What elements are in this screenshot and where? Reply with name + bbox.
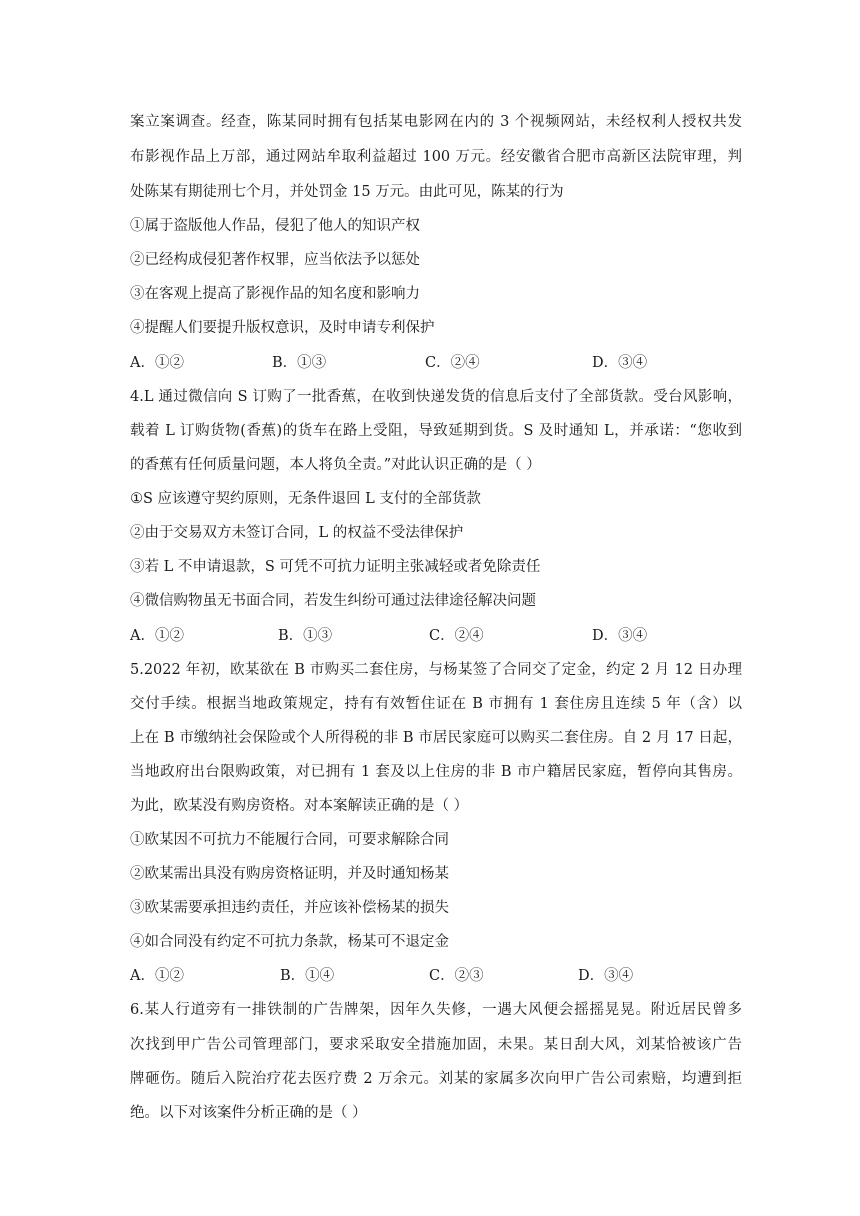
q5-statement: ②欧某需出具没有购房资格证明，并及时通知杨某	[130, 866, 449, 882]
q3-text-line: 案立案调查。经查，陈某同时拥有包括某电影网在内的 3 个视频网站，未经权利人授权共发	[130, 114, 742, 130]
q4-option-d: D．③④	[592, 628, 648, 644]
q5-text-line: 为此，欧某没有购房资格。对本案解读正确的是（ ）	[130, 798, 469, 814]
q3-statement: ①属于盗版他人作品，侵犯了他人的知识产权	[130, 218, 420, 234]
q5-statement: ④如合同没有约定不可抗力条款，杨某可不退定金	[130, 934, 449, 950]
q3-option-d: D．③④	[592, 355, 648, 371]
q3-statement: ②已经构成侵犯著作权罪，应当依法予以惩处	[130, 252, 420, 268]
q3-option-a: A．①②	[130, 355, 184, 371]
q6-text-line: 6.某人行道旁有一排铁制的广告牌架，因年久失修，一遇大风便会摇摇晃晃。附近居民曾多	[130, 1002, 742, 1018]
q6-text-line: 绝。以下对该案件分析正确的是（ ）	[130, 1105, 367, 1121]
q5-text-line: 上在 B 市缴纳社会保险或个人所得税的非 B 市居民家庭可以购买二套住房。自 2 月 17 日起，	[130, 730, 742, 746]
q5-text-line: 当地政府出台限购政策，对已拥有 1 套及以上住房的非 B 市户籍居民家庭，暂停向其售房。	[130, 764, 742, 780]
q5-statement: ①欧某因不可抗力不能履行合同，可要求解除合同	[130, 832, 449, 848]
q3-option-b: B．①③	[272, 355, 327, 371]
q4-option-c: C．②④	[429, 628, 484, 644]
q4-text-line: 4.L 通过微信向 S 订购了一批香蕉，在收到快递发货的信息后支付了全部货款。受台风影响，	[130, 389, 742, 405]
q5-statement: ③欧某需要承担违约责任，并应该补偿杨某的损失	[130, 900, 449, 916]
q5-option-c: C．②③	[429, 968, 484, 984]
q4-text-line: 载着 L 订购货物(香蕉)的货车在路上受阻，导致延期到货。S 及时通知 L，并承诺：“您收到	[130, 423, 742, 439]
q3-text-line: 布影视作品上万部，通过网站牟取利益超过 100 万元。经安徽省合肥市高新区法院审理，判	[130, 149, 742, 165]
q4-statement: ④微信购物虽无书面合同，若发生纠纷可通过法律途径解决问题	[130, 593, 536, 609]
q3-text-line: 处陈某有期徒刑七个月，并处罚金 15 万元。由此可见，陈某的行为	[130, 184, 564, 200]
q4-statement: ②由于交易双方未签订合同，L 的权益不受法律保护	[130, 525, 464, 541]
q6-text-line: 牌砸伤。随后入院治疗花去医疗费 2 万余元。刘某的家属多次向甲广告公司索赔，均遭到拒	[130, 1071, 742, 1087]
q4-option-b: B．①③	[278, 628, 333, 644]
q5-text-line: 交付手续。根据当地政策规定，持有有效暂住证在 B 市拥有 1 套住房且连续 5 年（含）以	[130, 696, 742, 712]
q3-statement: ④提醒人们要提升版权意识，及时申请专利保护	[130, 320, 435, 336]
q5-option-a: A．①②	[130, 968, 184, 984]
q4-statement: ①S 应该遵守契约原则，无条件退回 L 支付的全部货款	[130, 491, 481, 507]
q3-statement: ③在客观上提高了影视作品的知名度和影响力	[130, 286, 420, 302]
q6-text-line: 次找到甲广告公司管理部门，要求采取安全措施加固，未果。某日刮大风，刘某恰被该广告	[130, 1037, 742, 1053]
q4-text-line: 的香蕉有任何质量问题，本人将负全责。”对此认识正确的是（ ）	[130, 457, 541, 473]
q4-statement: ③若 L 不申请退款，S 可凭不可抗力证明主张减轻或者免除责任	[130, 559, 541, 575]
q5-text-line: 5.2022 年初，欧某欲在 B 市购买二套住房，与杨某签了合同交了定金，约定 2 月 12 日办理	[130, 662, 742, 678]
q4-option-a: A．①②	[130, 628, 184, 644]
q5-option-d: D．③④	[578, 968, 634, 984]
q5-option-b: B．①④	[280, 968, 335, 984]
q3-option-c: C．②④	[425, 355, 480, 371]
